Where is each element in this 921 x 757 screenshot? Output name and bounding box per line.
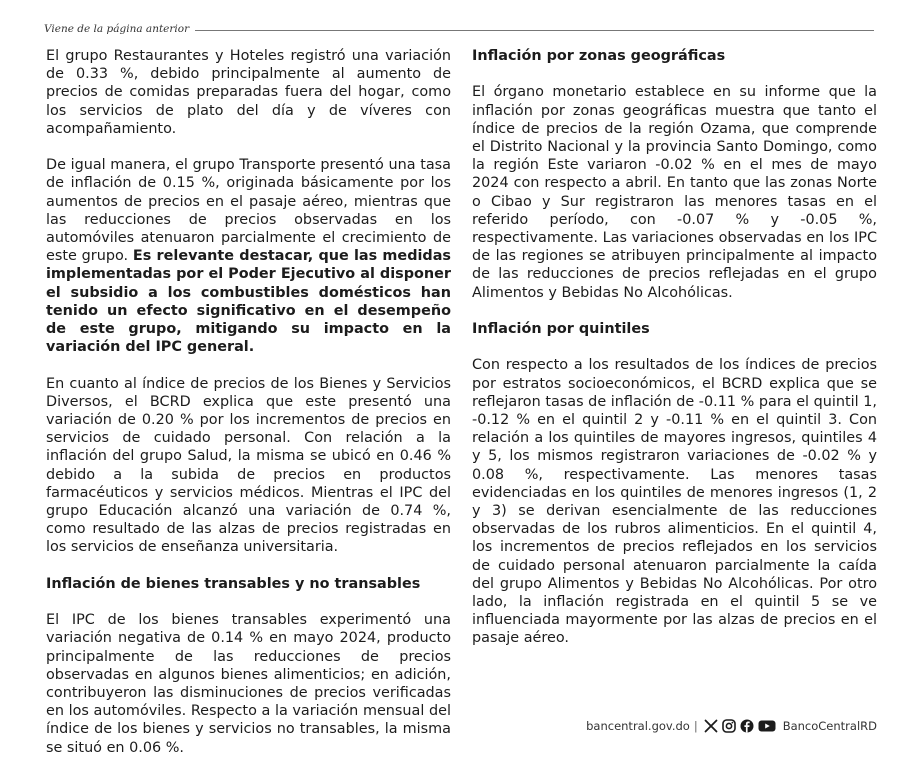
right-column [472, 47, 877, 648]
page-footer [586, 718, 877, 734]
quintiles-paragraph: Con respecto a los resultados de los índices de precios por estratos socioeconómicos, el BCRD explica que se reflejaron tasas de inflación de -0.11 % para el quintil 1, -0.12 % en el quintil 2 y -0.11 % en el quintil 3. Con relación a los quintiles de mayores ingresos, quintiles 4 y 5, los mismos registraron variaciones de -0.02 % y 0.08 %, respectivamente. Las menores tasas evidenciadas en los quintiles de menores ingresos (1, 2 y 3) se derivan esencialmente de las reducciones observadas de los rubros alimenticios. En el quintil 4, los incrementos de precios reflejados en los servicios de cuidado personal atenuaron parcialmente la caída del grupo Alimentos y Bebidas No Alcohólicas. Por otro lado, la inflación registrada en el quintil 5 se ve influenciada mayormente por las alzas de precios en el pasaje aéreo. [472, 357, 877, 647]
youtube-icon[interactable] [758, 719, 776, 733]
left-column [46, 47, 451, 757]
social-handle[interactable]: BancoCentralRD [782, 719, 877, 733]
restaurants-paragraph: El grupo Restaurantes y Hoteles registró una variación de 0.33 %, debido principalmente al aumento de precios de comidas preparadas fuera del hogar, como los servicios de plato del día y de víveres con acompañamiento. [46, 48, 451, 137]
quintiles-heading: Inflación por quintiles [472, 321, 650, 338]
instagram-icon[interactable] [722, 719, 736, 733]
continued-from-label: Viene de la página anterior [44, 22, 195, 36]
geographic-heading: Inflación por zonas geográficas [472, 48, 726, 64]
geographic-paragraph: El órgano monetario establece en su informe que la inflación por zonas geográficas muestra que tanto el índice de precios de la región Ozama, que comprende el Distrito Nacional y la provincia Santo Domingo, como la región Este variaron -0.02 % en el mes de mayo 2024 con respecto a abril. En tanto que las zonas Norte o Cibao y Sur registraron las menores tasas en el referido período, con -0.07 % y -0.05 %, respectivamente. Las variaciones observadas en los IPC de las regiones se atribuyen principalmente al impacto de las reducciones de precios reflejadas en el grupo Alimentos y Bebidas No Alcohólicas. [472, 84, 877, 301]
transport-text: De igual manera, el grupo Transporte presentó una tasa de inflación de 0.15 %, originada básicamente por los aumentos de precios en el pasaje aéreo, mientras que las reducciones de precios observadas en los automóviles atenuaron parcialmente el crecimiento de este grupo. [46, 157, 451, 265]
transport-paragraph [46, 156, 451, 356]
x-icon[interactable] [704, 719, 718, 733]
tradables-paragraph: El IPC de los bienes transables experimentó una variación negativa de 0.14 % en mayo 2024, producto principalmente de las reducciones de precios observadas en algunos bienes alimenticios; en adición, contribuyeron las disminuciones de precios verificadas en los automóviles. Respecto a la variación mensual del índice de los bienes y servicios no transables, la misma se situó en 0.06 %. [46, 612, 451, 756]
tradables-heading: Inflación de bienes transables y no transables [46, 575, 421, 592]
diverse-goods-paragraph: En cuanto al índice de precios de los Bienes y Servicios Diversos, el BCRD explica que este presentó una variación de 0.20 % por los incrementos de precios en servicios de cuidado personal. Con relación a la inflación del grupo Salud, la misma se ubicó en 0.46 % debido a la subida de precios en productos farmacéuticos y servicios médicos. Mientras el IPC del grupo Educación alcanzó una variación de 0.74 %, como resultado de las alzas de precios registradas en los servicios de enseñanza universitaria. [46, 375, 451, 556]
continued-header [44, 22, 874, 36]
transport-highlight: Es relevante destacar, que las medidas implementadas por el Poder Ejecutivo al disponer el subsidio a los combustibles domésticos han tenido un efecto significativo en el desempeño de este grupo, mitigando su impacto en la variación del IPC general. [46, 248, 452, 356]
facebook-icon[interactable] [740, 719, 754, 733]
website-link[interactable]: bancentral.gov.do [586, 719, 690, 733]
footer-separator: | [693, 719, 698, 733]
